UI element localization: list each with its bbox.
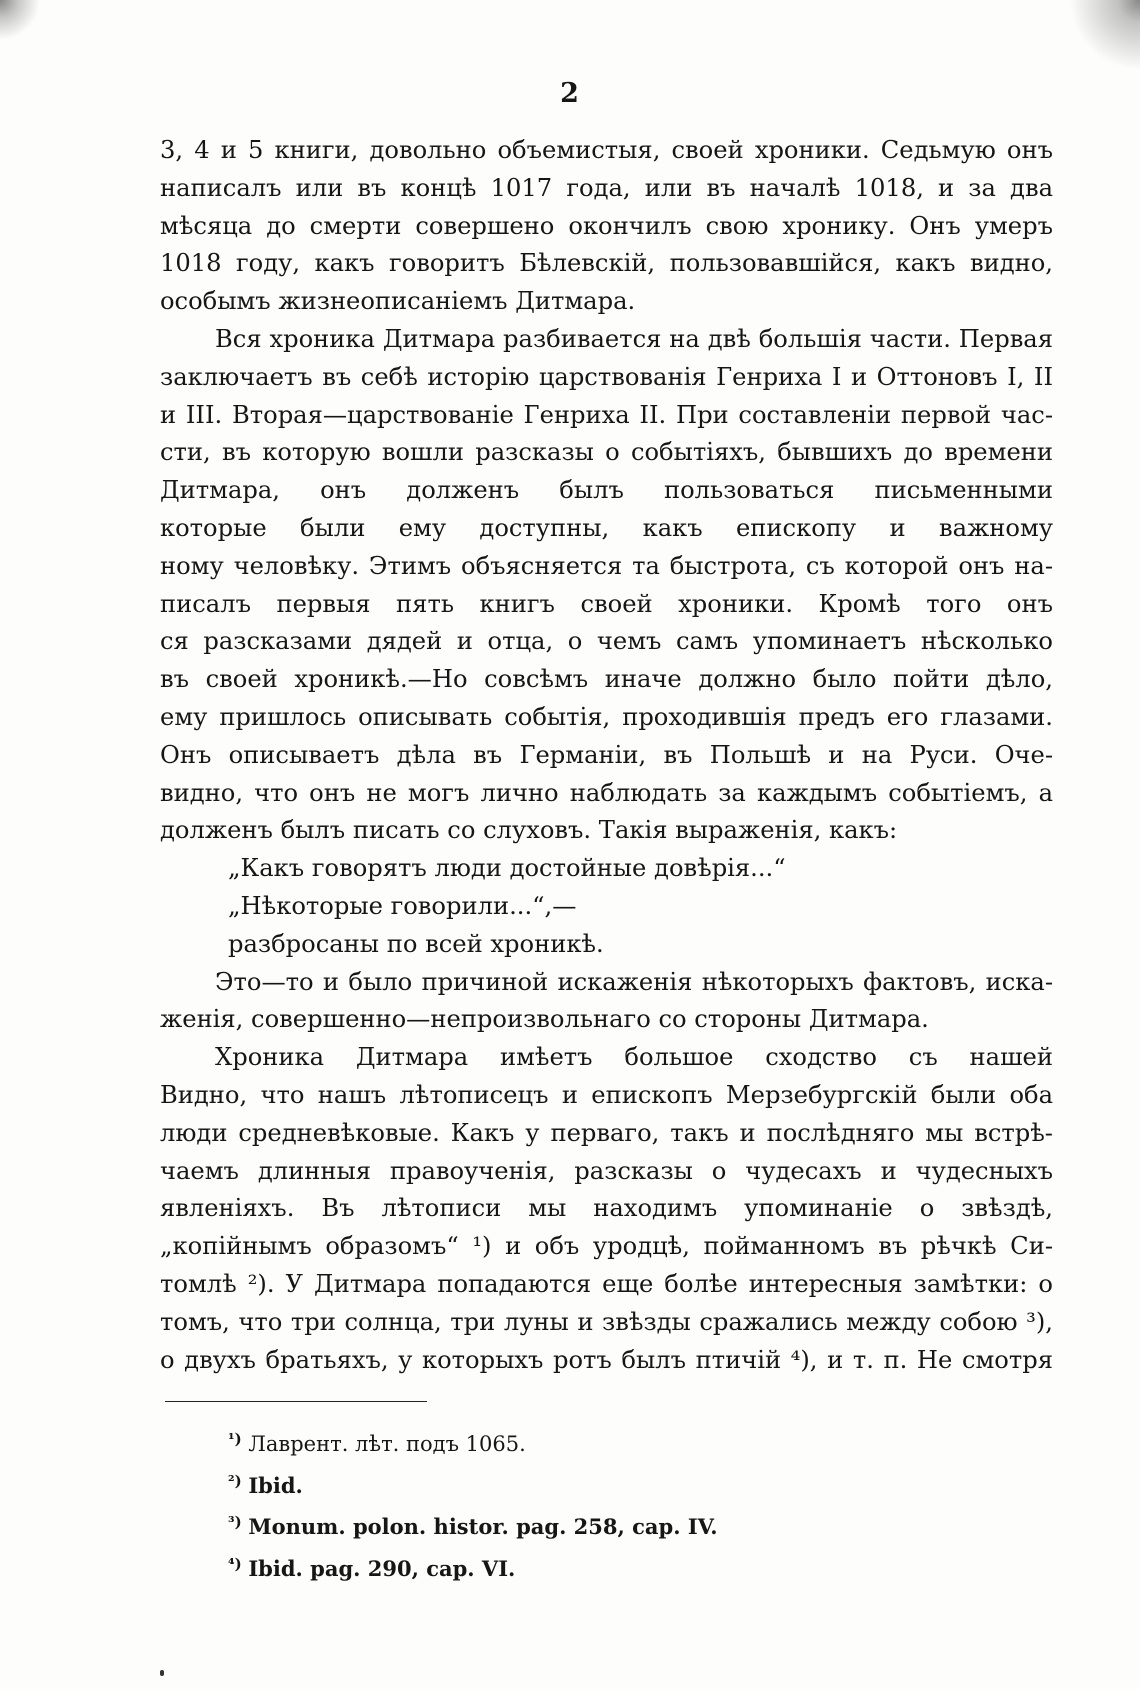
footnote-3: [228, 1504, 928, 1546]
text-line: и III. Вторая—царствованіе Генриха II. При составленіи первой час-: [160, 400, 1053, 429]
text-line: „копійнымъ образомъ“ ¹) и объ уродцѣ, пойманномъ въ рѣчкѣ Си-: [160, 1232, 1053, 1261]
footnote-4: [228, 1546, 928, 1588]
footnote-marker: ¹): [228, 1430, 242, 1448]
text-line: Онъ описываетъ дѣла въ Германіи, въ Польшѣ и на Руси. Оче-: [160, 740, 1053, 769]
text-line: особымъ жизнеописаніемъ Дитмара.: [160, 287, 636, 316]
scan-edge-right: [1050, 0, 1140, 90]
text-line: женія, совершенно—непроизвольнаго со стороны Дитмара.: [160, 1005, 929, 1034]
text-line: Это—то и было причиной искаженія нѣкоторыхъ фактовъ, иска-: [215, 967, 1053, 996]
paragraph: [160, 132, 1053, 321]
quotation-block: [160, 850, 1053, 963]
text-line: чаемъ длинныя правоученія, разсказы о чудесахъ и чудесныхъ: [160, 1156, 1053, 1185]
text-line: сти, въ которую вошли разсказы о событіяхъ, бывшихъ до времени: [160, 438, 1053, 467]
text-line: мѣсяца до смерти совершено окончилъ свою хронику. Онъ умеръ: [160, 211, 1053, 240]
text-line: заключаетъ въ себѣ исторію царствованія Генриха I и Оттоновъ I, II: [160, 362, 1053, 391]
text-line: ному человѣку. Этимъ объясняется та быстрота, съ которой онъ на-: [160, 551, 1053, 580]
scan-edge-left: [0, 0, 70, 40]
text-line: явленіяхъ. Въ лѣтописи мы находимъ упоминаніе о звѣздѣ,: [160, 1194, 1053, 1223]
quote-line: „Какъ говорятъ люди достойные довѣрія...“: [228, 854, 786, 883]
footnote-marker: ²): [228, 1471, 242, 1490]
text-line: Видно, что нашъ лѣтописецъ и епископъ Мерзебургскій были оба: [160, 1080, 1053, 1109]
text-line: люди средневѣковые. Какъ у перваго, такъ и послѣдняго мы встрѣ-: [160, 1118, 1053, 1147]
footnote-text: Ibid.: [248, 1472, 303, 1498]
text-line: о двухъ братьяхъ, у которыхъ ротъ былъ птичій ⁴), и т. п. Не смотря: [160, 1345, 1053, 1374]
text-line: Хроника Дитмара имѣетъ большое сходство съ нашей: [215, 1043, 1053, 1072]
footnote-2: [228, 1463, 928, 1505]
text-line: 1018 году, какъ говоритъ Бѣлевскій, пользовавшійся, какъ видно,: [160, 249, 1053, 278]
text-line: ему пришлось описывать событія, проходившія предъ его глазами.: [160, 702, 1053, 731]
footnote-marker: ⁴): [228, 1554, 242, 1573]
quote-line: „Нѣкоторые говорили...“,—: [228, 891, 577, 920]
page-number: 2: [560, 78, 580, 109]
quote-line: разбросаны по всей хроникѣ.: [228, 929, 604, 958]
text-line: 3, 4 и 5 книги, довольно объемистыя, своей хроники. Седьмую онъ: [160, 136, 1053, 164]
main-text: [160, 132, 1053, 1379]
text-line: томъ, что три солнца, три луны и звѣзды сражались между собою ³),: [160, 1307, 1053, 1336]
text-line: долженъ былъ писать со слуховъ. Такія выраженія, какъ:: [160, 816, 898, 845]
footnote-text: Ibid. pag. 290, cap. VI.: [248, 1555, 516, 1581]
text-line: томлѣ ²). У Дитмара попадаются еще болѣе интересныя замѣтки: о: [160, 1269, 1053, 1298]
paragraph: [160, 964, 1053, 1040]
text-line: написалъ или въ концѣ 1017 года, или въ началѣ 1018, и за два: [160, 173, 1053, 202]
text-line: Дитмара, онъ долженъ былъ пользоваться письменными: [160, 476, 1053, 505]
text-line: которые были ему доступны, какъ епископу и важному: [160, 513, 1053, 542]
text-line: ся разсказами дядей и отца, о чемъ самъ упоминаетъ нѣсколько: [160, 627, 1053, 656]
scan-speck: [160, 1670, 164, 1676]
footnote-marker: ³): [228, 1513, 242, 1531]
text-line: видно, что онъ не могъ лично наблюдать за каждымъ событіемъ, а: [160, 778, 1053, 807]
footnote-text: Monum. polon. histor. pag. 258, cap. IV.: [248, 1514, 718, 1539]
text-line: Вся хроника Дитмара разбивается на двѣ большія части. Первая: [215, 324, 1053, 353]
footnote-1: [228, 1421, 928, 1463]
paragraph: [160, 321, 1053, 850]
footnote-text: Лаврент. лѣт. подъ 1065.: [248, 1432, 526, 1456]
paragraph: [160, 1039, 1053, 1379]
footnote-divider: [165, 1401, 427, 1402]
footnotes: [228, 1421, 928, 1587]
text-line: въ своей хроникѣ.—Но совсѣмъ иначе должно было пойти дѣло,: [160, 665, 1053, 694]
text-line: писалъ первыя пять книгъ своей хроники. Кромѣ того онъ: [160, 589, 1053, 618]
